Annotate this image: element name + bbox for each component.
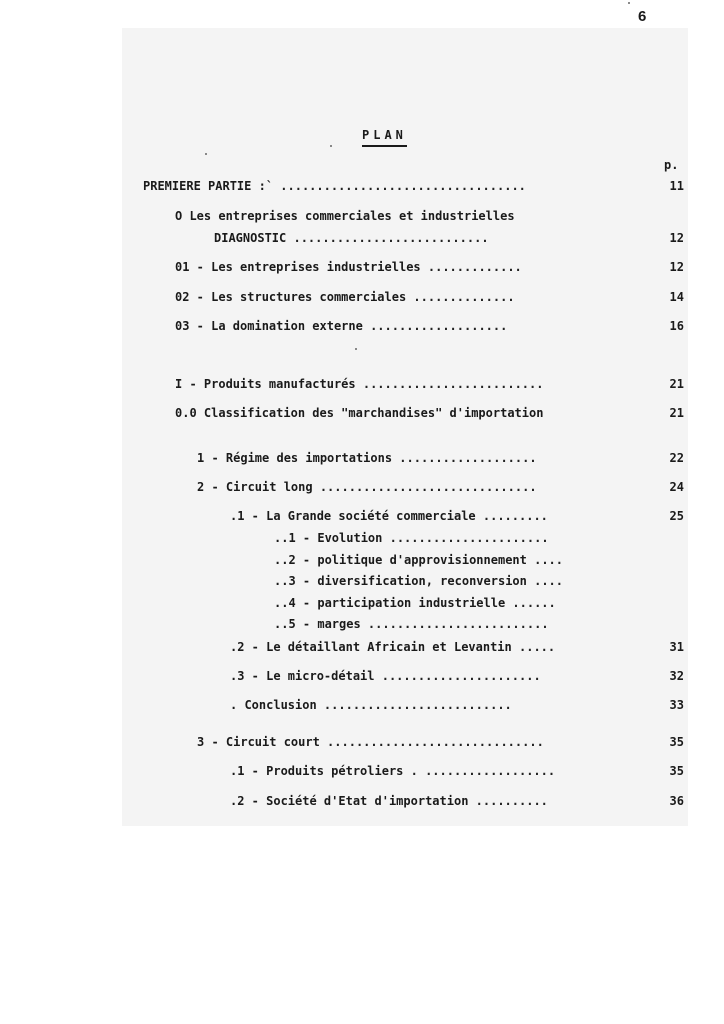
toc-entry: 03 - La domination externe ................... bbox=[175, 319, 508, 333]
toc-page: 24 bbox=[669, 480, 684, 494]
toc-entry: .2 - Le détaillant Africain et Levantin ..... bbox=[230, 640, 556, 654]
toc-entry: O Les entreprises commerciales et industrielles bbox=[175, 209, 515, 223]
toc-page: 11 bbox=[669, 179, 684, 193]
scan-speck bbox=[330, 145, 332, 147]
scan-speck bbox=[205, 153, 207, 155]
scan-speck bbox=[355, 348, 357, 350]
plan-title: PLAN bbox=[362, 128, 407, 147]
toc-entry: ..5 - marges ......................... bbox=[274, 617, 549, 631]
scan-speck bbox=[628, 2, 630, 4]
toc-page: 25 bbox=[669, 509, 684, 523]
toc-entry: ..3 - diversification, reconversion .... bbox=[274, 574, 563, 588]
toc-entry: PREMIERE PARTIE :` .................................. bbox=[143, 179, 526, 193]
toc-page: 21 bbox=[669, 377, 684, 391]
toc-entry: .1 - La Grande société commerciale ......... bbox=[230, 509, 548, 523]
toc-entry: 3 - Circuit court .............................. bbox=[197, 735, 544, 749]
toc-entry: .2 - Société d'Etat d'importation .......... bbox=[230, 794, 548, 808]
toc-page: 31 bbox=[669, 640, 684, 654]
toc-page: 22 bbox=[669, 451, 684, 465]
toc-entry: DIAGNOSTIC ........................... bbox=[214, 231, 489, 245]
toc-entry: 2 - Circuit long .............................. bbox=[197, 480, 537, 494]
toc-page: 12 bbox=[669, 260, 684, 274]
toc-entry: . Conclusion .......................... bbox=[230, 698, 512, 712]
toc-entry: I - Produits manufacturés ......................... bbox=[175, 377, 544, 391]
toc-page: 21 bbox=[669, 406, 684, 420]
toc-entry: 01 - Les entreprises industrielles ............. bbox=[175, 260, 522, 274]
page-column-label: p. bbox=[664, 158, 679, 172]
page-number: 6 bbox=[638, 8, 647, 25]
toc-page: 16 bbox=[669, 319, 684, 333]
toc-page: 14 bbox=[669, 290, 684, 304]
toc-page: 35 bbox=[669, 735, 684, 749]
toc-page: 35 bbox=[669, 764, 684, 778]
toc-entry: 0.0 Classification des "marchandises" d'importation bbox=[175, 406, 544, 420]
toc-entry: 1 - Régime des importations ................... bbox=[197, 451, 537, 465]
toc-page: 33 bbox=[669, 698, 684, 712]
toc-entry: 02 - Les structures commerciales .............. bbox=[175, 290, 515, 304]
toc-entry: ..4 - participation industrielle ...... bbox=[274, 596, 556, 610]
toc-page: 36 bbox=[669, 794, 684, 808]
toc-entry: ..1 - Evolution ...................... bbox=[274, 531, 549, 545]
toc-entry: .1 - Produits pétroliers . .................. bbox=[230, 764, 556, 778]
toc-entry: ..2 - politique d'approvisionnement .... bbox=[274, 553, 563, 567]
toc-entry: .3 - Le micro-détail ...................... bbox=[230, 669, 541, 683]
toc-page: 32 bbox=[669, 669, 684, 683]
toc-page: 12 bbox=[669, 231, 684, 245]
